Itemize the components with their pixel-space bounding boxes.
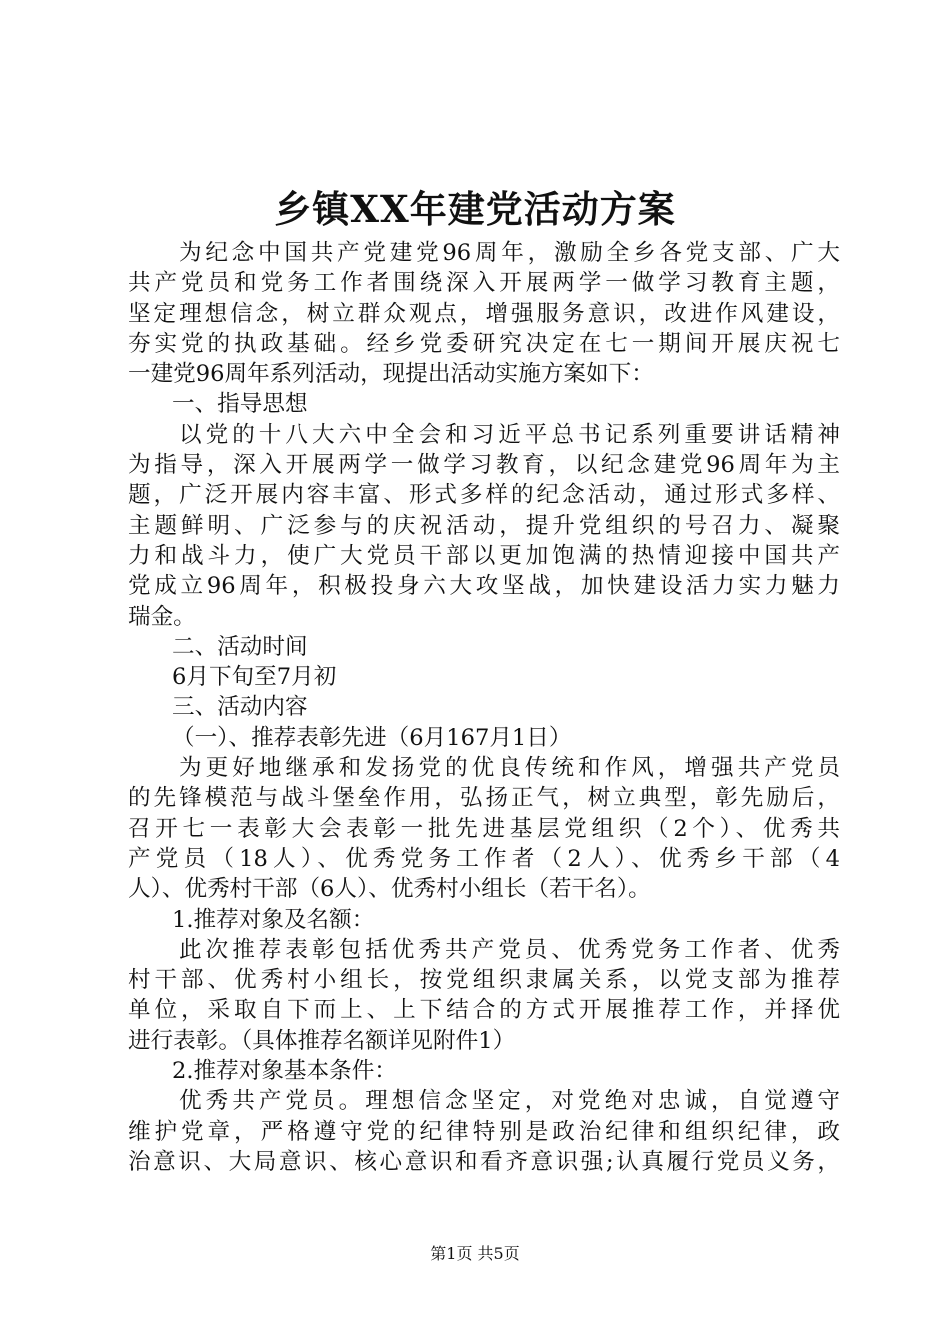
page-footer: 第1页 共5页 xyxy=(430,1244,520,1263)
text-line: 召开七一表彰大会表彰一批先进基层党组织（2个）、优秀共 xyxy=(128,815,840,842)
document-body xyxy=(128,238,840,1177)
text-line: 共产党员和党务工作者围绕深入开展两学一做学习教育主题， xyxy=(128,270,840,297)
text-line: 为纪念中国共产党建党96周年，激励全乡各党支部、广大 xyxy=(179,240,840,266)
text-line: 为指导，深入开展两学一做学习教育，以纪念建党96周年为主 xyxy=(128,452,840,479)
text-line: 此次推荐表彰包括优秀共产党员、优秀党务工作者、优秀 xyxy=(179,936,840,963)
text-line: 坚定理想信念，树立群众观点，增强服务意识，改进作风建设， xyxy=(128,300,840,327)
text-line: 瑞金。 xyxy=(128,603,196,630)
text-line: 维护党章，严格遵守党的纪律特别是政治纪律和组织纪律，政 xyxy=(128,1118,840,1145)
text-line: 题，广泛开展内容丰富、形式多样的纪念活动，通过形式多样、 xyxy=(128,482,840,509)
section-heading: 一、指导思想 xyxy=(172,391,308,418)
text-line: 为更好地继承和发扬党的优良传统和作风，增强共产党员 xyxy=(179,755,840,782)
text-line: 进行表彰。（具体推荐名额详见附件1） xyxy=(128,1027,516,1054)
text-line: 治意识、大局意识、核心意识和看齐意识强;认真履行党员义务， xyxy=(128,1148,840,1175)
section-heading: 二、活动时间 xyxy=(172,633,308,660)
text-line: 力和战斗力，使广大党员干部以更加饱满的热情迎接中国共产 xyxy=(128,542,840,569)
text-line: 人）、优秀村干部（6人）、优秀村小组长（若干名）。 xyxy=(128,876,651,903)
subsection-heading: （一）、推荐表彰先进（6月167月1日） xyxy=(172,724,572,751)
text-line: 产党员（18人）、优秀党务工作者（2人）、优秀乡干部（4 xyxy=(128,845,840,872)
text-line: 主题鲜明、广泛参与的庆祝活动，提升党组织的号召力、凝聚 xyxy=(128,512,840,539)
page-title: 乡镇XX年建党活动方案 xyxy=(274,187,676,231)
section-heading: 三、活动内容 xyxy=(172,694,308,721)
text-line: 的先锋模范与战斗堡垒作用，弘扬正气，树立典型，彰先励后， xyxy=(128,785,840,812)
item-heading: 1.推荐对象及名额： xyxy=(172,906,375,933)
item-heading: 2.推荐对象基本条件： xyxy=(172,1058,397,1085)
text-line: 以党的十八大六中全会和习近平总书记系列重要讲话精神 xyxy=(179,421,840,448)
text-line: 优秀共产党员。理想信念坚定，对党绝对忠诚，自觉遵守 xyxy=(179,1088,840,1115)
text-line: 村干部、优秀村小组长，按党组织隶属关系，以党支部为推荐 xyxy=(128,967,840,994)
text-line: 党成立96周年，积极投身六大攻坚战，加快建设活力实力魅力 xyxy=(128,573,840,600)
text-line: 一建党96周年系列活动，现提出活动实施方案如下： xyxy=(128,361,654,388)
text-line: 夯实党的执政基础。经乡党委研究决定在七一期间开展庆祝七 xyxy=(128,330,840,357)
text-line: 6月下旬至7月初 xyxy=(172,664,337,691)
text-line: 单位，采取自下而上、上下结合的方式开展推荐工作，并择优 xyxy=(128,997,840,1024)
